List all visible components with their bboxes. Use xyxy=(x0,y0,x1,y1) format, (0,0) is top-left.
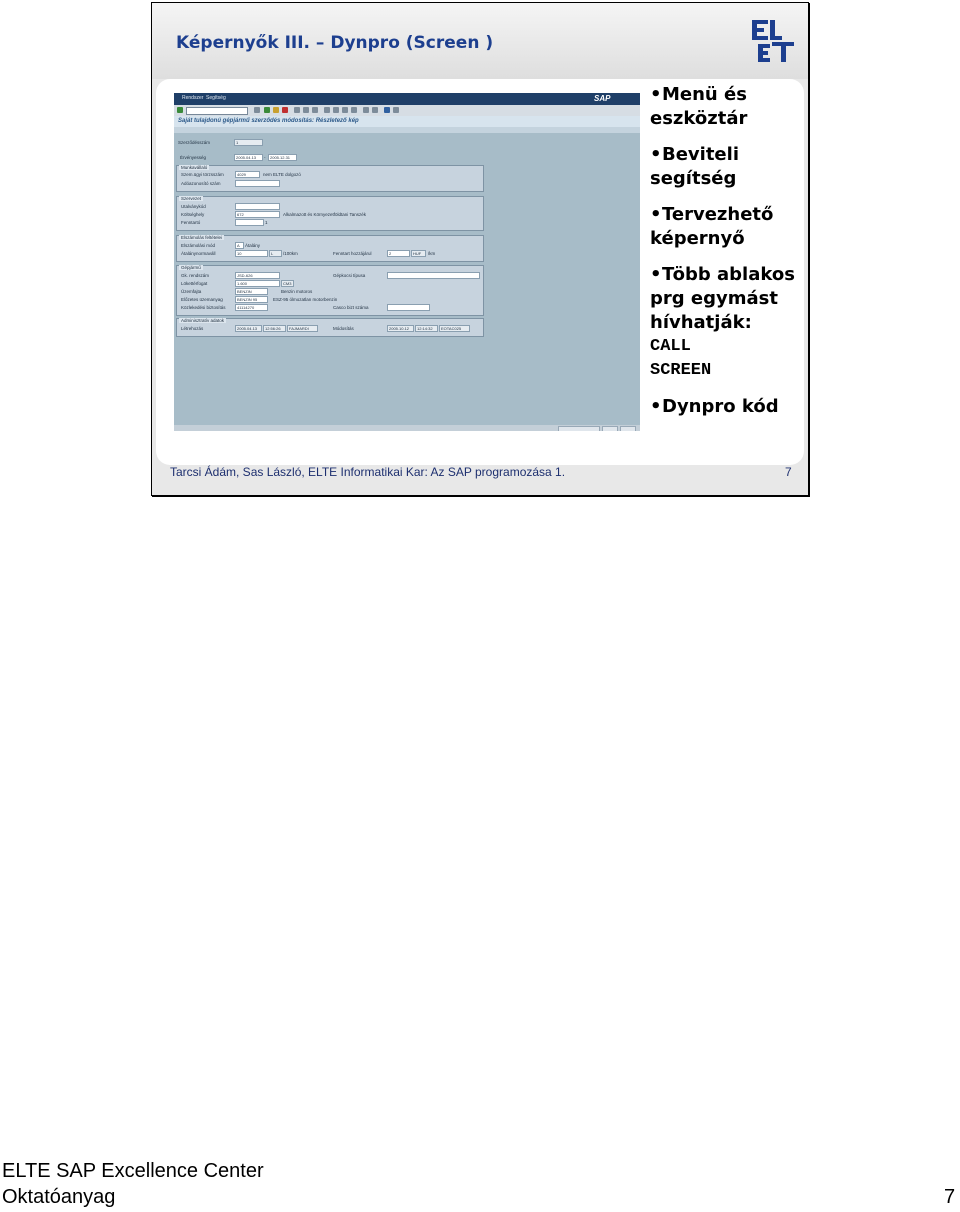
field-label: Módosítás xyxy=(333,326,354,331)
bullet-item xyxy=(650,203,804,251)
personnel-number-field[interactable]: 4029 xyxy=(235,171,260,178)
field-description: /km xyxy=(428,251,436,256)
validity-label: Érvényesség xyxy=(180,155,207,160)
field-description: Alkalmazott és Környezetföldtani Tanszék xyxy=(283,212,366,217)
bullet-dot: • xyxy=(650,144,662,165)
page-footer-title: ELTE SAP Excellence Center xyxy=(2,1160,264,1182)
status-system-info xyxy=(558,426,600,431)
bullet-dot: • xyxy=(650,204,662,225)
contribution-field[interactable]: 2 xyxy=(387,250,410,257)
fuel-type-field[interactable]: BENZIN xyxy=(235,288,268,295)
validity-dash: - xyxy=(264,155,266,160)
currency-field[interactable]: HUF xyxy=(411,250,426,257)
modified-user-field[interactable]: EOTAC025 xyxy=(439,325,470,332)
field-description: /100km xyxy=(283,251,298,256)
group-munkavallalo xyxy=(176,165,484,192)
field-label: Elszámolási mód xyxy=(181,243,216,248)
field-label: Átalánynormaváll xyxy=(181,251,216,256)
sap-screenshot xyxy=(174,93,640,431)
group-title: Szervezet xyxy=(181,196,202,201)
bullet-text: Több ablakos prg egymást hívhatják: xyxy=(650,264,795,333)
field-label: Utalványkód xyxy=(181,204,206,209)
created-user-field[interactable]: FAJMARDI xyxy=(287,325,318,332)
group-title: Adminisztratív adatok xyxy=(181,318,225,323)
field-label: Költséghely xyxy=(181,212,205,217)
cost-center-field[interactable]: 672 xyxy=(235,211,280,218)
sponsor-field[interactable] xyxy=(235,219,264,226)
back-icon[interactable] xyxy=(264,107,270,113)
flat-rate-unit-field[interactable]: L xyxy=(269,250,282,257)
field-label: Casco bizt száma xyxy=(333,305,369,310)
first-page-icon[interactable] xyxy=(324,107,330,113)
previous-page-icon[interactable] xyxy=(333,107,339,113)
group-szervezet xyxy=(176,196,484,231)
prefuel-field[interactable]: BENZIN 95 xyxy=(235,296,268,303)
sap-screen-title: Saját tulajdonú gépjármű szerződés módosítás: Részletező kép xyxy=(178,118,359,124)
enter-icon[interactable] xyxy=(177,107,183,113)
field-label: Szem.ügyi törzsszám xyxy=(181,172,224,177)
field-description: ESZ-95 ólmozatlan motorbenzin xyxy=(273,297,338,302)
bullet-code: SCREEN xyxy=(650,361,712,380)
status-mode xyxy=(620,426,636,431)
field-description: Átalány xyxy=(245,243,261,248)
insurance-number-field[interactable]: 41114270 xyxy=(235,304,268,311)
field-label: Fenntart hozzájárul xyxy=(333,251,372,256)
slide-number: 7 xyxy=(785,465,792,479)
field-label: Közlekedési biztosítás xyxy=(181,305,226,310)
sap-logo: SAP xyxy=(594,94,611,103)
bullet-item xyxy=(650,263,804,383)
bullet-text: Dynpro kód xyxy=(662,396,779,417)
print-icon[interactable] xyxy=(294,107,300,113)
layout-icon[interactable] xyxy=(393,107,399,113)
group-elszamolas xyxy=(176,235,484,262)
field-label: Adóazonosító szám xyxy=(181,181,221,186)
field-label: Lökettérfogat xyxy=(181,281,208,286)
sap-status-bar xyxy=(174,425,640,431)
displacement-field[interactable]: 1.600 xyxy=(235,280,280,287)
menu-item-rendszer[interactable]: Rendszer xyxy=(182,95,204,101)
field-description: nem ELTE dolgozó xyxy=(263,172,301,177)
save-icon[interactable] xyxy=(254,107,260,113)
flat-rate-field[interactable]: 10 xyxy=(235,250,268,257)
bullet-text: Tervezhető képernyő xyxy=(650,204,774,249)
cancel-icon[interactable] xyxy=(282,107,288,113)
tax-id-field[interactable] xyxy=(235,180,280,187)
find-icon[interactable] xyxy=(303,107,309,113)
page-footer-subtitle: Oktatóanyag xyxy=(2,1186,116,1208)
settlement-mode-field[interactable]: A xyxy=(235,242,244,249)
page-number: 7 xyxy=(944,1186,956,1208)
bullet-item xyxy=(650,143,804,191)
group-admin xyxy=(176,318,484,337)
last-page-icon[interactable] xyxy=(351,107,357,113)
status-server xyxy=(602,426,618,431)
bullet-code: CALL xyxy=(650,337,691,356)
bullet-dot: • xyxy=(650,84,662,105)
bullet-dot: • xyxy=(650,264,662,285)
bullet-dot: • xyxy=(650,396,662,417)
sap-application-toolbar xyxy=(174,127,640,133)
bullet-text: Menü és eszköztár xyxy=(650,84,748,129)
bullet-item xyxy=(650,395,804,419)
new-session-icon[interactable] xyxy=(363,107,369,113)
modified-time-field[interactable]: 12:14:32 xyxy=(415,325,438,332)
help-icon[interactable] xyxy=(384,107,390,113)
slide-footer: Tarcsi Ádám, Sas László, ELTE Informatikai Kar: Az SAP programozása 1. xyxy=(170,465,566,479)
group-title: Munkavállaló xyxy=(181,165,208,170)
voucher-code-field[interactable] xyxy=(235,203,280,210)
slide-header xyxy=(152,3,808,79)
menu-item-segitseg[interactable]: Segítség xyxy=(206,95,226,101)
license-plate-field[interactable]: JSD-626 xyxy=(235,272,280,279)
field-label: Gépkocsi típusa xyxy=(333,273,366,278)
field-label: Előzetes üzemanyag xyxy=(181,297,223,302)
next-page-icon[interactable] xyxy=(342,107,348,113)
field-description: Benzin motoros xyxy=(281,289,313,294)
elte-logo xyxy=(750,17,798,65)
created-time-field[interactable]: 12:56:26 xyxy=(263,325,286,332)
contract-number-field[interactable]: 1 xyxy=(234,139,263,146)
group-title: Elszámolás feltételei xyxy=(181,235,223,240)
group-gepjarmu xyxy=(176,265,484,316)
contract-number-label: Szerződésszám xyxy=(178,140,211,145)
shortcut-icon[interactable] xyxy=(372,107,378,113)
bullet-text: Beviteli segítség xyxy=(650,144,739,189)
field-label: Fenntartó xyxy=(181,220,201,225)
exit-icon[interactable] xyxy=(273,107,279,113)
bullet-list xyxy=(650,83,804,431)
group-title: Gépjármű xyxy=(181,265,201,270)
validity-from-field[interactable]: 2005.04.13 xyxy=(234,154,263,161)
validity-to-field[interactable]: 2005.12.31 xyxy=(268,154,297,161)
bullet-item xyxy=(650,83,804,131)
slide-title: Képernyők III. – Dynpro (Screen ) xyxy=(176,33,494,53)
casco-number-field[interactable] xyxy=(387,304,430,311)
field-label: Létrehozás xyxy=(181,326,204,331)
displacement-unit-field[interactable]: CM3 xyxy=(281,280,294,287)
created-date-field[interactable]: 2005.04.13 xyxy=(235,325,262,332)
find-next-icon[interactable] xyxy=(312,107,318,113)
field-description: 1 xyxy=(265,220,268,225)
car-type-field[interactable] xyxy=(387,272,480,279)
command-field[interactable] xyxy=(186,107,248,115)
slide xyxy=(151,2,809,496)
field-label: Gk. rendszám xyxy=(181,273,210,278)
sap-menu-bar xyxy=(174,93,640,105)
modified-date-field[interactable]: 2005.10.12 xyxy=(387,325,414,332)
field-label: Üzemfajta xyxy=(181,289,202,294)
